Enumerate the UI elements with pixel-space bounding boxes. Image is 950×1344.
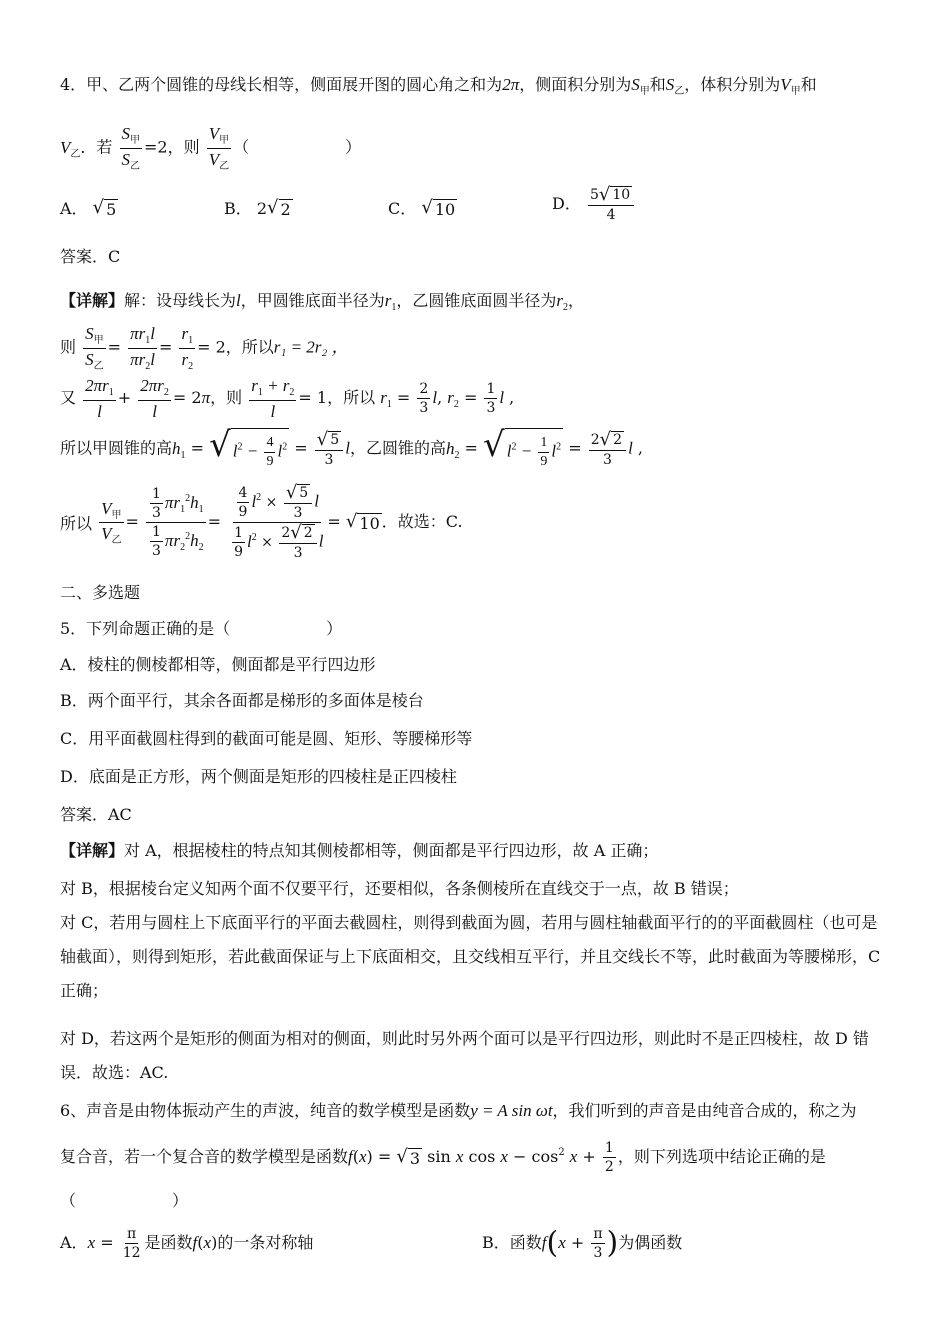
q5-answer: 答案．AC xyxy=(60,805,132,824)
sqrt-h1: √ $l^2$ − $\frac{4}{9}$ $l^2$ xyxy=(209,425,288,470)
q4-option-c xyxy=(388,196,457,220)
sqrt-10: √ 10 xyxy=(421,197,456,220)
q4-you: 又 xyxy=(60,388,77,408)
sqrt-h2: √ $l^2$ − $\frac{1}{9}$ $l^2$ xyxy=(483,425,562,470)
detail-tag: 【详解】 xyxy=(60,291,125,310)
q4-detail-line3: 又 $\frac{2\pi r_1}{l}$ + $\frac{2\pi r_2}{l}$ = 2π，则 $\frac{r_1 + r_2}{l}$ = 1，所以 $r_1$ = $\frac{2}{3}$ l, $r_2$ = $\frac{1}{3}$ l , xyxy=(60,376,515,421)
s-jia: $S_甲$ xyxy=(631,75,650,97)
q5-option-a: A．棱柱的侧棱都相等，侧面都是平行四边形 xyxy=(60,655,376,674)
section-multi-choice: 二、多选题 xyxy=(60,583,141,602)
q4-blank: （ ） xyxy=(233,137,362,157)
q4-stem-line2 xyxy=(60,124,361,172)
q4-h-intro: 所以甲圆锥的高 xyxy=(60,438,173,458)
v-jia: $V_甲$ xyxy=(780,75,801,97)
q4-detail-line4: 所以甲圆锥的高$h_1$ = √ $l^2$ − $\frac{4}{9}$ $l^2$ = √ 5 3 l，乙圆锥的高$h_2$ = √ $l^2$ − $\frac{1}{9}$ $l^2$ = 2 √ 2 3 l , xyxy=(60,425,643,470)
q4-stem-text: 4．甲、乙两个圆锥的母线长相等，侧面展开图的圆心角之和为 xyxy=(60,75,503,94)
q4-detail-1d: ， xyxy=(568,291,585,310)
q6-option-a: A．x = $\frac{\pi}{12}$ 是函数f(x)的一条对称轴 xyxy=(60,1226,314,1262)
q6-stem-a: 6、声音是由物体振动产生的声波，纯音的数学模型是函数 xyxy=(60,1101,471,1120)
frac-v-ratio-2: $\frac{V_甲}{V_乙}$ xyxy=(101,498,122,547)
q5-option-c: C．用平面截圆柱得到的截面可能是圆、矩形、等腰梯形等 xyxy=(60,729,473,748)
q4-stem-line1 xyxy=(60,72,817,97)
q4-stem-text-d: ．若 xyxy=(80,137,113,157)
q6-stem-line2: 复合音，若一个复合音的数学模型是函数f(x) = √ 3 sin x $\cos x - \cos^2 x$ + $\frac{1}{2}$ ，则下列选项中结论正确的是 xyxy=(60,1140,826,1176)
q5-option-d: D．底面是正方形，两个侧面是矩形的四棱柱是正四棱柱 xyxy=(60,767,457,786)
q6-blank: （ ） xyxy=(60,1191,189,1210)
pure-tone-formula: y = A sin ωt xyxy=(470,1101,553,1120)
q6-stem-b: ，我们听到的声音是由纯音合成的，称之为 xyxy=(552,1101,857,1120)
fraction-5sqrt10-over-4: 5 √ 10 4 xyxy=(588,186,634,223)
sqrt-2: √ 2 xyxy=(267,197,291,220)
q4-option-b-label: B． xyxy=(224,199,252,218)
q5-detail-b: 对 B，根据棱台定义知两个面不仅要平行，还要相似，各条侧棱所在直线交于一点，故 B 错误； xyxy=(60,879,739,898)
frac-sqrt5-over-3: √ 5 3 xyxy=(315,431,343,468)
q4-option-d-label: D． xyxy=(552,194,581,214)
q4-and1: 和 xyxy=(649,75,666,94)
q4-ze: 则 xyxy=(60,337,77,357)
fraction-v-ratio: $\frac{V_甲}{V_乙}$ xyxy=(208,124,230,172)
q4-v-intro: 所以 xyxy=(60,514,93,534)
q4-stem-text-b: ，侧面积分别为 xyxy=(519,75,632,94)
q4-v-end: ．故选：C. xyxy=(381,512,463,532)
frac-r1-r2: $\frac{r_1}{r_2}$ xyxy=(181,324,194,372)
q4-detail-1b: ，甲圆锥底面半径为 xyxy=(240,291,385,310)
q4-option-d xyxy=(552,186,636,223)
q6-option-a-label: A． xyxy=(60,1233,88,1253)
frac-volume-values: $\frac{4}{9}$ $l^2$ × √ 5 3 l $\frac{1}{9}$ $l^2$ × 2 √ 2 3 l xyxy=(234,482,324,562)
q4-option-b: B． 2 √ 2 xyxy=(224,197,291,220)
detail-tag-q5: 【详解】 xyxy=(60,841,125,860)
q4-and2: 和 xyxy=(800,75,817,94)
q4-eq2: =2 xyxy=(144,137,168,157)
s-yi: $S_乙$ xyxy=(665,75,685,97)
q4-detail-1c: ，乙圆锥底面圆半径为 xyxy=(396,291,557,310)
sqrt-10-result: √ 10 xyxy=(345,510,380,533)
q4-detail-line1 xyxy=(60,288,584,313)
q5-detail-d: 对 D，若这两个是矩形的侧面为相对的侧面，则此时另外两个面可以是平行四边形，则此时不是正四棱柱，故 D 错误．故选：AC. xyxy=(60,1029,869,1082)
q4-answer: 答案．C xyxy=(60,247,121,266)
frac-2pi-r2-l: $\frac{2\pi r_2}{l}$ xyxy=(140,376,169,421)
q6-stem-d: ，则下列选项中结论正确的是 xyxy=(617,1147,826,1167)
q4-so-r: ，所以 xyxy=(225,337,274,357)
q4-option-c-label: C． xyxy=(388,199,417,218)
l-var: l xyxy=(236,291,241,310)
frac-2pi-r1-l: $\frac{2\pi r_1}{l}$ xyxy=(85,376,114,421)
q4-detail-1a: 解：设母线长为 xyxy=(124,291,237,310)
q6-option-a-text: 是函数 xyxy=(144,1233,193,1253)
frac-pi-r-l: $\frac{\pi r_1l}{\pi r_2l}$ xyxy=(130,324,155,372)
q4-ze2: ，则 xyxy=(210,388,243,408)
q6-stem-line1 xyxy=(60,1098,857,1121)
q5-option-b: B．两个面平行，其余各面都是梯形的多面体是棱台 xyxy=(60,691,424,710)
frac-r1-plus-r2-over-l: $\frac{r_1 + r_2}{l}$ xyxy=(251,376,295,421)
q4-two-pi: 2π xyxy=(502,75,520,94)
q4-option-a-label: A． xyxy=(60,199,88,218)
r2-var: $r_2$ xyxy=(556,291,569,313)
frac-volume-formula: $\frac{1}{3}$ $\pi r_1^2h_1$ $\frac{1}{3}$ $\pi r_2^2h_2$ xyxy=(146,486,206,559)
compound-tone-formula: f xyxy=(348,1147,353,1167)
q6-option-b-end: 为偶函数 xyxy=(618,1233,683,1253)
q5-stem: 5．下列命题正确的是（ ） xyxy=(60,619,343,638)
frac-s-ratio-2: $\frac{S_甲}{S_乙}$ xyxy=(85,324,104,372)
q6-stem-c: 复合音，若一个复合音的数学模型是函数 xyxy=(60,1147,349,1167)
sqrt-5: √ 5 xyxy=(92,197,117,220)
q4-option-a xyxy=(60,196,118,220)
frac-2sqrt2-over-3: 2 √ 2 3 xyxy=(589,431,626,468)
q4-detail-line5: 所以 $\frac{V_甲}{V_乙}$ = $\frac{1}{3}$ $\pi r_1^2h_1$ $\frac{1}{3}$ $\pi r_2^2h_2$ = $\frac{4}{9}$ $l^2$ × √ 5 3 l $\frac{1}{9}$ $l^2$ × 2 √ 2 3 l = √ 10 ．故选：C. xyxy=(60,482,463,562)
q5-detail-c: 对 C，若用与圆柱上下底面平行的平面去截圆柱，则得到截面为圆，若用与圆柱轴截面平行的的平面截圆柱（也可是轴截面），则得到矩形，若此截面保证与上下底面相交，且交线相互平行，并且交线长不等，此时截面为等腰梯形，C 正确； xyxy=(60,913,881,1000)
fraction-s-ratio: $\frac{S_甲}{S_乙}$ xyxy=(121,124,140,172)
q6-option-b: B．函数f(x + $\frac{\pi}{3}$ )为偶函数 xyxy=(482,1225,683,1262)
q4-stem-text-c: ，体积分别为 xyxy=(684,75,781,94)
q6-option-a-end: 的一条对称轴 xyxy=(217,1233,314,1253)
q4-so-r2: ，所以 xyxy=(327,388,376,408)
q4-detail-line2: 则 $\frac{S_甲}{S_乙}$ = $\frac{\pi r_1l}{\pi r_2l}$ = $\frac{r_1}{r_2}$ = 2，所以r₁ = 2r₂ ， xyxy=(60,324,349,372)
q6-option-b-label: B．函数 xyxy=(482,1233,542,1253)
v-yi: $V_乙$ xyxy=(60,137,81,160)
q4-then: ，则 xyxy=(167,137,200,157)
q5-detail-a xyxy=(60,838,658,861)
r1-var: $r_1$ xyxy=(384,291,397,313)
q4-h-mid: ，乙圆锥的高 xyxy=(349,438,446,458)
q4-r-rel: r₁ = 2r₂ ， xyxy=(273,337,349,357)
q5-detail-a-text: 对 A，根据棱柱的特点知其侧棱都相等，侧面都是平行四边形，故 A 正确； xyxy=(124,841,659,860)
